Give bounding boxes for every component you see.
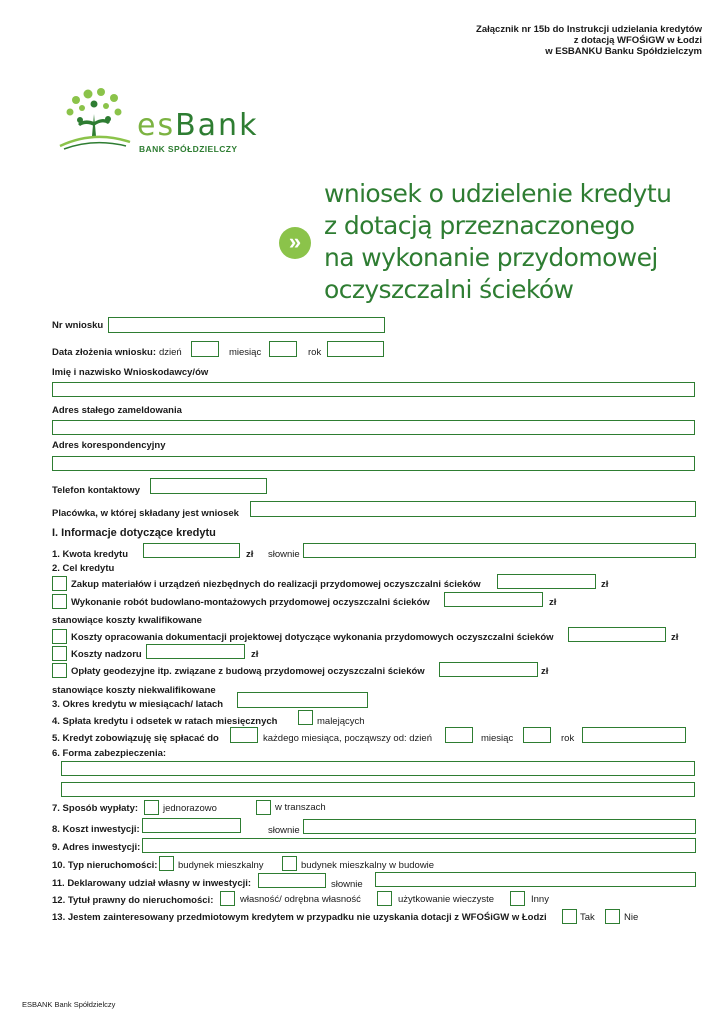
- oplaty-amount-field[interactable]: [439, 662, 538, 677]
- udzial-slownie-label: słownie: [331, 879, 363, 890]
- jednorazowo-label: jednorazowo: [163, 803, 217, 814]
- splata-day-field[interactable]: [230, 727, 258, 743]
- budynek-bud-label: budynek mieszkalny w budowie: [301, 860, 435, 871]
- koszty-opr-label: Koszty opracowania dokumentacji projektowej dotyczące wykonania przydomowych oczyszczalni ścieków: [71, 632, 554, 643]
- wlasnosc-label: własność/ odrębna własność: [240, 894, 361, 905]
- oplaty-zl: zł: [541, 666, 549, 677]
- malejacych-label: malejących: [317, 716, 365, 727]
- bank-tree-logo: [56, 86, 134, 152]
- udzial-label: 11. Deklarowany udział własny w inwestycji:: [52, 878, 252, 889]
- splata-label: 4. Spłata kredytu i odsetek w ratach miesięcznych: [52, 716, 278, 727]
- koszt-inw-label: 8. Koszt inwestycji:: [52, 824, 140, 835]
- adres-koresp-field[interactable]: [52, 456, 695, 471]
- wykonanie-label: Wykonanie robót budowlano-montażowych przydomowej oczyszczalni ścieków: [71, 597, 430, 608]
- kwota-field[interactable]: [143, 543, 240, 558]
- tytul-label: 12. Tytuł prawny do nieruchomości:: [52, 895, 214, 906]
- koszty-opr-amount-field[interactable]: [568, 627, 666, 642]
- miesiac-label: miesiąc: [229, 347, 262, 358]
- transzach-label: w transzach: [275, 802, 326, 813]
- cel-label: 2. Cel kredytu: [52, 563, 115, 574]
- date-month-field[interactable]: [269, 341, 297, 357]
- title-line-1: wniosek o udzielenie kredytu: [324, 179, 672, 208]
- inny-label: Inny: [531, 894, 549, 905]
- koszt-slownie-label: słownie: [268, 825, 300, 836]
- adres-koresp-label: Adres korespondencyjny: [52, 440, 166, 451]
- uzytkowanie-checkbox[interactable]: [377, 891, 392, 906]
- title-line-2: z dotacją przeznaczonego: [324, 211, 635, 240]
- nr-wniosku-label: Nr wniosku: [52, 320, 104, 331]
- kwota-slownie-field[interactable]: [303, 543, 696, 558]
- udzial-slownie-field[interactable]: [375, 872, 696, 887]
- header-line-3: w ESBANKU Banku Spółdzielczym: [545, 46, 702, 57]
- zakup-label: Zakup materiałów i urządzeń niezbędnych do realizacji przydomowej oczyszczalni ścieków: [71, 579, 481, 590]
- kwota-label: 1. Kwota kredytu: [52, 549, 129, 560]
- imie-field[interactable]: [52, 382, 695, 397]
- transzach-checkbox[interactable]: [256, 800, 271, 815]
- kwota-zl: zł: [246, 549, 254, 560]
- start-rok-label: rok: [561, 733, 575, 744]
- malejacych-checkbox[interactable]: [298, 710, 313, 725]
- kwota-slownie-label: słownie: [268, 549, 300, 560]
- nie-checkbox[interactable]: [605, 909, 620, 924]
- udzial-field[interactable]: [258, 873, 326, 888]
- koszty-opr-zl: zł: [671, 632, 679, 643]
- jednorazowo-checkbox[interactable]: [144, 800, 159, 815]
- header-line-2: z dotacją WFOŚiGW w Łodzi: [573, 35, 702, 46]
- koszt-inw-field[interactable]: [142, 818, 241, 833]
- typ-label: 10. Typ nieruchomości:: [52, 860, 158, 871]
- adres-stalego-field[interactable]: [52, 420, 695, 435]
- zainteresowany-label: 13. Jestem zainteresowany przedmiotowym kredytem w przypadku nie uzyskania dotacji z WFOŚiGW w Łodzi: [52, 912, 547, 923]
- adres-inw-field[interactable]: [142, 838, 696, 853]
- telefon-label: Telefon kontaktowy: [52, 485, 140, 496]
- start-miesiac-label: miesiąc: [481, 733, 514, 744]
- oplaty-checkbox[interactable]: [52, 663, 67, 678]
- attachment-header: [476, 24, 702, 57]
- logo-bank: Bank: [175, 108, 259, 143]
- koszty-nadz-zl: zł: [251, 649, 259, 660]
- title-line-4: oczyszczalni ścieków: [324, 275, 574, 304]
- rok-label: rok: [308, 347, 322, 358]
- uzytkowanie-label: użytkowanie wieczyste: [398, 894, 495, 905]
- zabezp-label: 6. Forma zabezpieczenia:: [52, 748, 167, 759]
- date-year-field[interactable]: [327, 341, 384, 357]
- logo-subtitle: BANK SPÓŁDZIELCZY: [139, 144, 238, 154]
- wykonanie-checkbox[interactable]: [52, 594, 67, 609]
- zakup-checkbox[interactable]: [52, 576, 67, 591]
- logo-wordmark: [137, 108, 258, 143]
- okres-field[interactable]: [237, 692, 368, 708]
- oplaty-label: Opłaty geodezyjne itp. związane z budową przydomowej oczyszczalni ścieków: [71, 666, 425, 677]
- koszt-slownie-field[interactable]: [303, 819, 696, 834]
- tak-label: Tak: [580, 912, 595, 923]
- placowka-field[interactable]: [250, 501, 696, 517]
- niekwalif-label: stanowiące koszty niekwalifikowane: [52, 685, 216, 696]
- logo-es: es: [137, 108, 176, 143]
- kwalif-label: stanowiące koszty kwalifikowane: [52, 615, 202, 626]
- sposob-label: 7. Sposób wypłaty:: [52, 803, 139, 814]
- koszty-opr-checkbox[interactable]: [52, 629, 67, 644]
- title-line-3: na wykonanie przydomowej: [324, 243, 658, 272]
- start-month-field[interactable]: [523, 727, 551, 743]
- dzien-label: dzień: [159, 347, 182, 358]
- wlasnosc-checkbox[interactable]: [220, 891, 235, 906]
- placowka-label: Placówka, w której składany jest wniosek: [52, 508, 239, 519]
- nie-label: Nie: [624, 912, 639, 923]
- date-day-field[interactable]: [191, 341, 219, 357]
- double-arrow-icon: »: [279, 227, 311, 259]
- koszty-nadz-checkbox[interactable]: [52, 646, 67, 661]
- section-1-title: I. Informacje dotyczące kredytu: [52, 527, 216, 539]
- wykonanie-amount-field[interactable]: [444, 592, 543, 607]
- footer-text: ESBANK Bank Spółdzielczy: [22, 1000, 116, 1009]
- zakup-amount-field[interactable]: [497, 574, 596, 589]
- budynek-bud-checkbox[interactable]: [282, 856, 297, 871]
- okres-label: 3. Okres kredytu w miesiącach/ latach: [52, 699, 224, 710]
- inny-checkbox[interactable]: [510, 891, 525, 906]
- adres-inw-label: 9. Adres inwestycji:: [52, 842, 141, 853]
- kazdego-label: każdego miesiąca, począwszy od: dzień: [263, 733, 432, 744]
- zabezp-field-1[interactable]: [61, 761, 695, 776]
- start-year-field[interactable]: [582, 727, 686, 743]
- adres-stalego-label: Adres stałego zameldowania: [52, 405, 182, 416]
- zabezp-field-2[interactable]: [61, 782, 695, 797]
- budynek-checkbox[interactable]: [159, 856, 174, 871]
- zobowiazuje-label: 5. Kredyt zobowiązuję się spłacać do: [52, 733, 219, 744]
- data-zlozenia-label: Data złożenia wniosku:: [52, 347, 156, 358]
- wykonanie-zl: zł: [549, 597, 557, 608]
- document-title: [324, 178, 671, 306]
- start-day-field[interactable]: [445, 727, 473, 743]
- nr-wniosku-field[interactable]: [108, 317, 385, 333]
- budynek-label: budynek mieszkalny: [178, 860, 264, 871]
- koszty-nadz-amount-field[interactable]: [146, 644, 245, 659]
- telefon-field[interactable]: [150, 478, 267, 494]
- imie-label: Imię i nazwisko Wnioskodawcy/ów: [52, 367, 209, 378]
- zakup-zl: zł: [601, 579, 609, 590]
- header-line-1: Załącznik nr 15b do Instrukcji udzielania kredytów: [476, 24, 702, 35]
- tak-checkbox[interactable]: [562, 909, 577, 924]
- koszty-nadz-label: Koszty nadzoru: [71, 649, 142, 660]
